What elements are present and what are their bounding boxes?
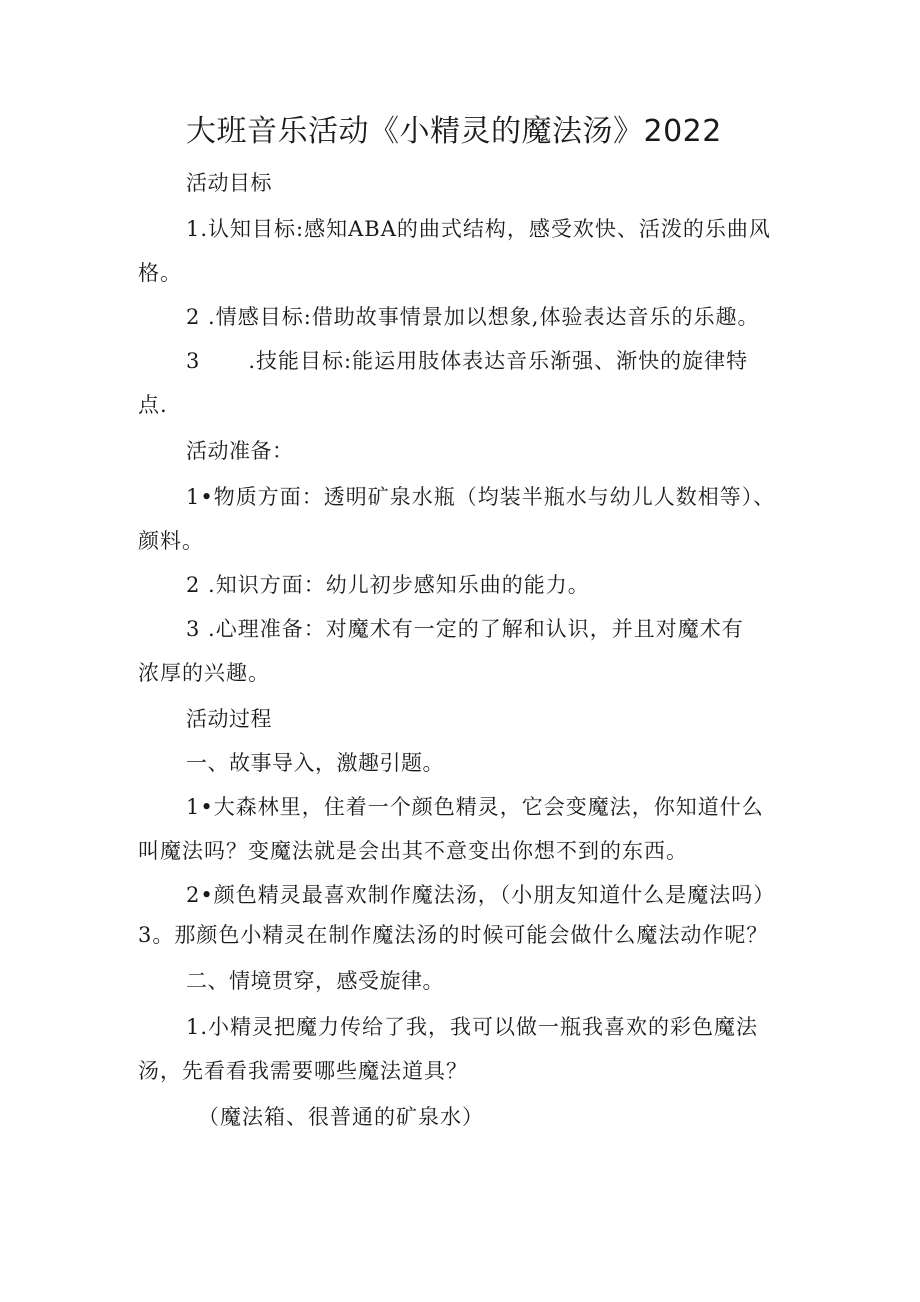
- section-2-item-1: 1.小精灵把魔力传给了我，我可以做一瓶我喜欢的彩色魔法: [186, 1015, 759, 1039]
- section-2-heading: 二、情境贯穿，感受旋律。: [186, 969, 444, 993]
- goal-item-3: [186, 346, 748, 376]
- section-1-item-3-tail: 魔法动作呢？: [636, 923, 769, 947]
- goal-item-3-text: .技能目标:能运用肢体表达音乐渐强、渐快的旋律特: [248, 349, 749, 373]
- goal-item-2: 2 .情感目标:借助故事情景加以想象,体验表达音乐的乐趣。: [186, 305, 760, 329]
- goal-item-3-cont: 点.: [138, 393, 168, 417]
- prep-heading: 活动准备：: [186, 439, 294, 463]
- process-heading: 活动过程: [186, 707, 272, 731]
- section-2-item-1-cont: 汤，先看看我需要哪些魔法道具？: [138, 1059, 468, 1083]
- section-1-item-2: 2•颜色精灵最喜欢制作魔法汤，（小朋友知道什么是魔法吗）: [186, 883, 776, 907]
- goal-item-3-number: 3: [186, 349, 201, 373]
- prep-item-1: 1•物质方面：透明矿泉水瓶（均装半瓶水与幼儿人数相等）、: [186, 485, 776, 509]
- section-1-item-3: [138, 920, 768, 950]
- prep-item-2: 2 .知识方面：幼儿初步感知乐曲的能力。: [186, 573, 590, 597]
- section-1-item-1: 1•大森林里，住着一个颜色精灵，它会变魔法，你知道什么: [186, 795, 764, 819]
- section-1-item-1-cont: 叫魔法吗？变魔法就是会出其不意变出你想不到的东西。: [138, 839, 688, 863]
- prep-item-1-cont: 颜料。: [138, 529, 204, 553]
- prep-item-3-cont: 浓厚的兴趣。: [138, 661, 270, 685]
- section-2-item-1-note: （魔法箱、很普通的矿泉水）: [198, 1105, 484, 1129]
- page-title: 大班音乐活动《小精灵的魔法汤》2022: [186, 114, 722, 149]
- goal-item-1: 1.认知目标:感知ABA的曲式结构，感受欢快、活泼的乐曲风: [186, 217, 771, 241]
- section-1-heading: 一、故事导入，激趣引题。: [186, 751, 444, 775]
- goals-heading: 活动目标: [186, 171, 272, 195]
- prep-item-3: 3 .心理准备：对魔术有一定的了解和认识，并且对魔术有: [186, 617, 744, 641]
- goal-item-1-cont: 格。: [138, 261, 182, 285]
- section-1-item-3-text: 3。那颜色小精灵在制作魔法汤的时候可能会做什么: [138, 923, 637, 947]
